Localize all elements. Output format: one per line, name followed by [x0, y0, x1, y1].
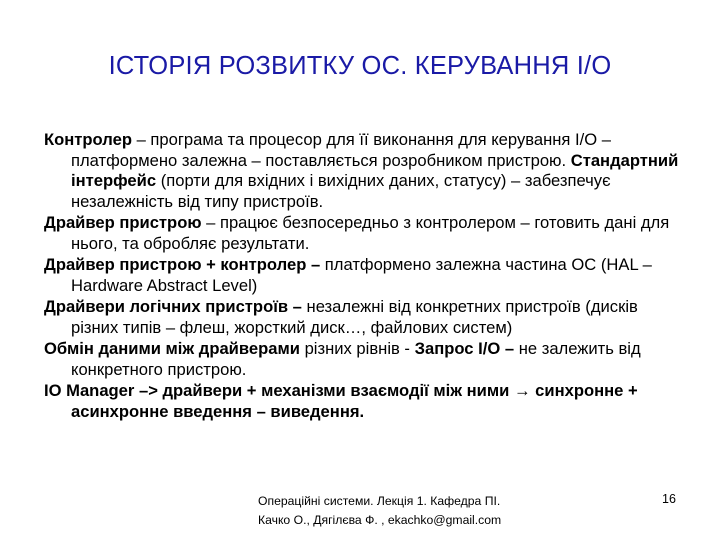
- paragraph-data-exchange: [44, 339, 684, 380]
- paragraph-controller: [44, 130, 684, 212]
- text-run: – програма та процесор для її виконання для керування І/О – платформено залежна – поставляється розробником пристрою.: [71, 130, 611, 170]
- text-run: різних рівнів -: [299, 339, 415, 358]
- slide-title: ІСТОРІЯ РОЗВИТКУ ОС. КЕРУВАННЯ І/О: [108, 52, 612, 80]
- slide-body: [44, 130, 684, 423]
- text-run: незалежні від конкретних пристроїв (дисків різних типів – флеш, жорсткий диск…, файлових систем): [71, 297, 638, 337]
- text-run: (порти для вхідних і вихідних даних, статусу) – забезпечує незалежність від типу пристроїв.: [71, 171, 611, 211]
- page-number: 16: [662, 492, 676, 506]
- paragraph-driver-controller: [44, 255, 684, 296]
- term-logical-drivers: Драйвери логічних пристроїв –: [44, 297, 302, 316]
- term-driver-controller: Драйвер пристрою + контролер –: [44, 255, 321, 274]
- paragraph-device-driver: [44, 213, 684, 254]
- footer-line-course: Операційні системи. Лекція 1. Кафедра ПІ.: [258, 494, 501, 508]
- term-device-driver: Драйвер пристрою: [44, 213, 202, 232]
- term-controller: Контролер: [44, 130, 132, 149]
- term-io-request: Запрос І/О –: [414, 339, 515, 358]
- term-data-exchange: Обмін даними між драйверами: [44, 339, 300, 358]
- footer: [258, 492, 588, 530]
- term-io-manager: IO Manager –> драйвери + механізми взаємодії між ними → синхронне + асинхронне введення – виведення.: [44, 381, 638, 421]
- term-standard-interface: Стандартний інтерфейс: [71, 150, 679, 190]
- paragraph-logical-drivers: [44, 297, 684, 338]
- text-run: платформено залежна частина ОС (HAL – Hardware Abstract Level): [71, 255, 652, 295]
- paragraph-io-manager: [44, 381, 684, 422]
- text-run: не залежить від конкретного пристрою.: [71, 339, 641, 379]
- text-run: – працює безпосередньо з контролером – готовить дані для нього, та обробляє результати.: [71, 213, 670, 253]
- footer-line-authors: Качко О., Дягілєва Ф. , ekachko@gmail.com: [258, 513, 502, 527]
